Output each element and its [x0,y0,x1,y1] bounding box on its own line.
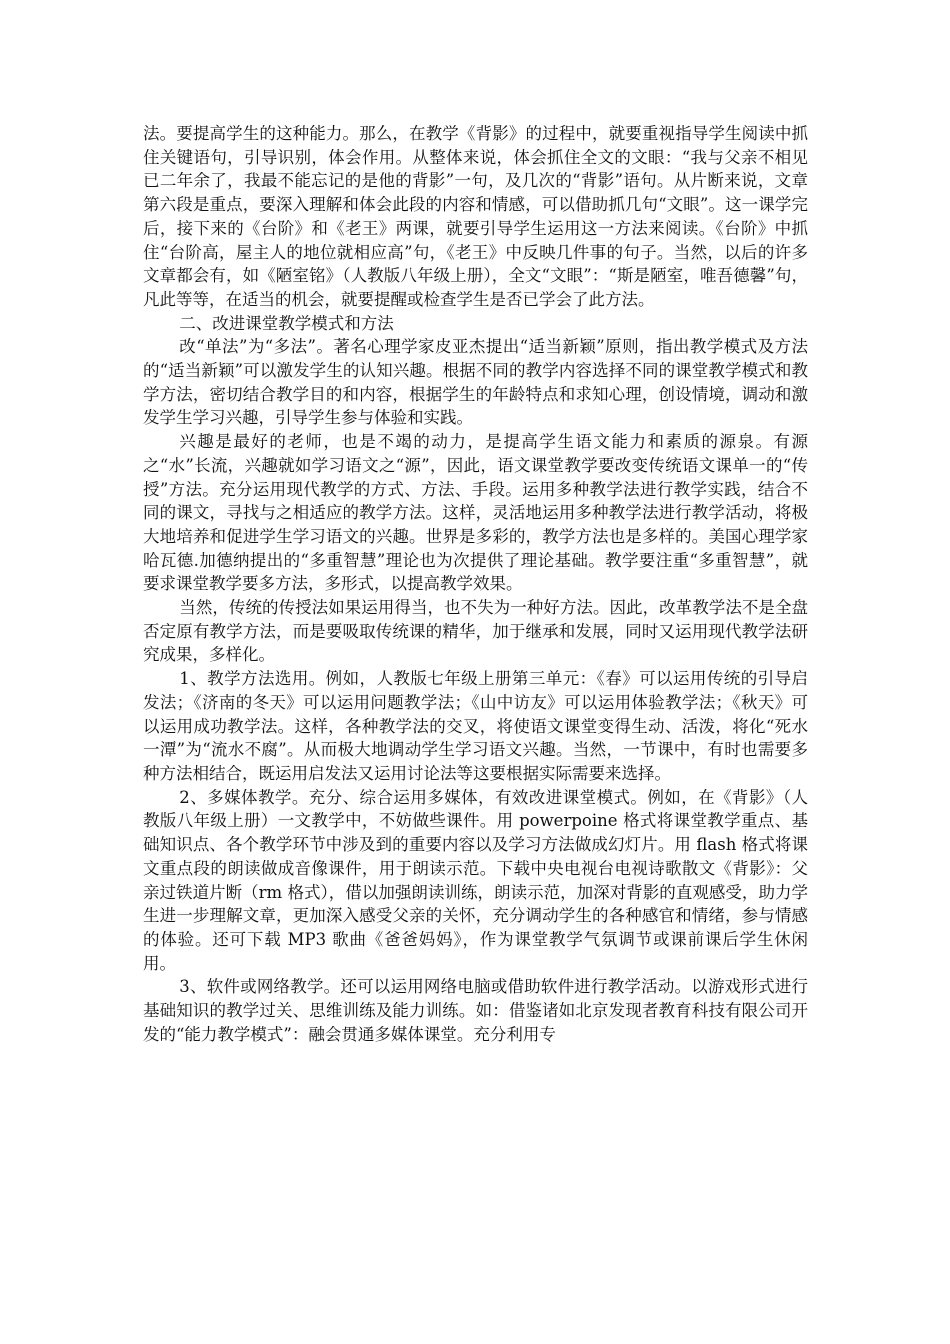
document-body [143,122,808,1046]
paragraph-continuation: 法。要提高学生的这种能力。那么，在教学《背影》的过程中，就要重视指导学生阅读中抓住关键语句，引导识别，体会作用。从整体来说，体会抓住全文的文眼：“我与父亲不相见已二年余了，我最不能忘记的是他的背影”一句，及几次的“背影”语句。从片断来说，文章第六段是重点，要深入理解和体会此段的内容和情感，可以借助抓几句“文眼”。这一课学完后，接下来的《台阶》和《老王》两课，就要引导学生运用这一方法来阅读。《台阶》中抓住“台阶高，屋主人的地位就相应高”句，《老王》中反映几件事的句子。当然，以后的许多文章都会有，如《陋室铭》（人教版八年级上册），全文“文眼”：“斯是陋室，唯吾德馨”句，凡此等等，在适当的机会，就要提醒或检查学生是否已学会了此方法。 [143,124,808,309]
paragraph: 3、软件或网络教学。还可以运用网络电脑或借助软件进行教学活动。以游戏形式进行基础知识的教学过关、思维训练及能力训练。如：借鉴诸如北京发现者教育科技有限公司开发的“能力教学模式”：融会贯通多媒体课堂。充分利用专 [143,977,808,1044]
paragraph: 1、教学方法选用。例如，人教版七年级上册第三单元：《春》可以运用传统的引导启发法；《济南的冬天》可以运用问题教学法；《山中访友》可以运用体验教学法；《秋天》可以运用成功教学法。这样，各种教学法的交叉，将使语文课堂变得生动、活泼，将化“死水一潭”为“流水不腐”。从而极大地调动学生学习语文兴趣。当然，一节课中，有时也需要多种方法相结合，既运用启发法又运用讨论法等这要根据实际需要来选择。 [143,669,808,783]
paragraph: 当然，传统的传授法如果运用得当，也不失为一种好方法。因此，改革教学法不是全盘否定原有教学方法，而是要吸取传统课的精华，加于继承和发展，同时又运用现代教学法研究成果，多样化。 [143,598,808,665]
paragraph: 改“单法”为“多法”。著名心理学家皮亚杰提出“适当新颖”原则，指出教学模式及方法的“适当新颖”可以激发学生的认知兴趣。根据不同的教学内容选择不同的课堂教学模式和教学方法，密切结合教学目的和内容，根据学生的年龄特点和求知心理，创设情境，调动和激发学生学习兴趣，引导学生参与体验和实践。 [143,337,808,428]
section-heading: 二、改进课堂教学模式和方法 [179,313,394,333]
paragraph: 兴趣是最好的老师，也是不竭的动力，是提高学生语文能力和素质的源泉。有源之“水”长流，兴趣就如学习语文之“源”，因此，语文课堂教学要改变传统语文课单一的“传授”方法。充分运用现代教学的方式、方法、手段。运用多种教学法进行教学实践，结合不同的课文，寻找与之相适应的教学方法。这样，灵活地运用多种教学法进行教学活动，将极大地培养和促进学生学习语文的兴趣。世界是多彩的，教学方法也是多样的。美国心理学家哈瓦德.加德纳提出的“多重智慧”理论也为次提供了理论基础。教学要注重“多重智慧”，就要求课堂教学要多方法，多形式，以提高教学效果。 [143,432,808,594]
paragraph: 2、多媒体教学。充分、综合运用多媒体，有效改进课堂模式。例如，在《背影》（人教版八年级上册）一文教学中，不妨做些课件。用 powerpoine 格式将课堂教学重点、基础知识点、各个教学环节中涉及到的重要内容以及学习方法做成幻灯片。用 flash 格式将课文重点段的朗读做成音像课件，用于朗读示范。下载中央电视台电视诗歌散文《背影》：父亲过铁道片断（rm 格式），借以加强朗读训练，朗读示范，加深对背影的直观感受，助力学生进一步理解文章，更加深入感受父亲的关怀，充分调动学生的各种感官和情绪，参与情感的体验。还可下载 MP3 歌曲《爸爸妈妈》，作为课堂教学气氛调节或课前课后学生休闲用。 [143,787,808,973]
